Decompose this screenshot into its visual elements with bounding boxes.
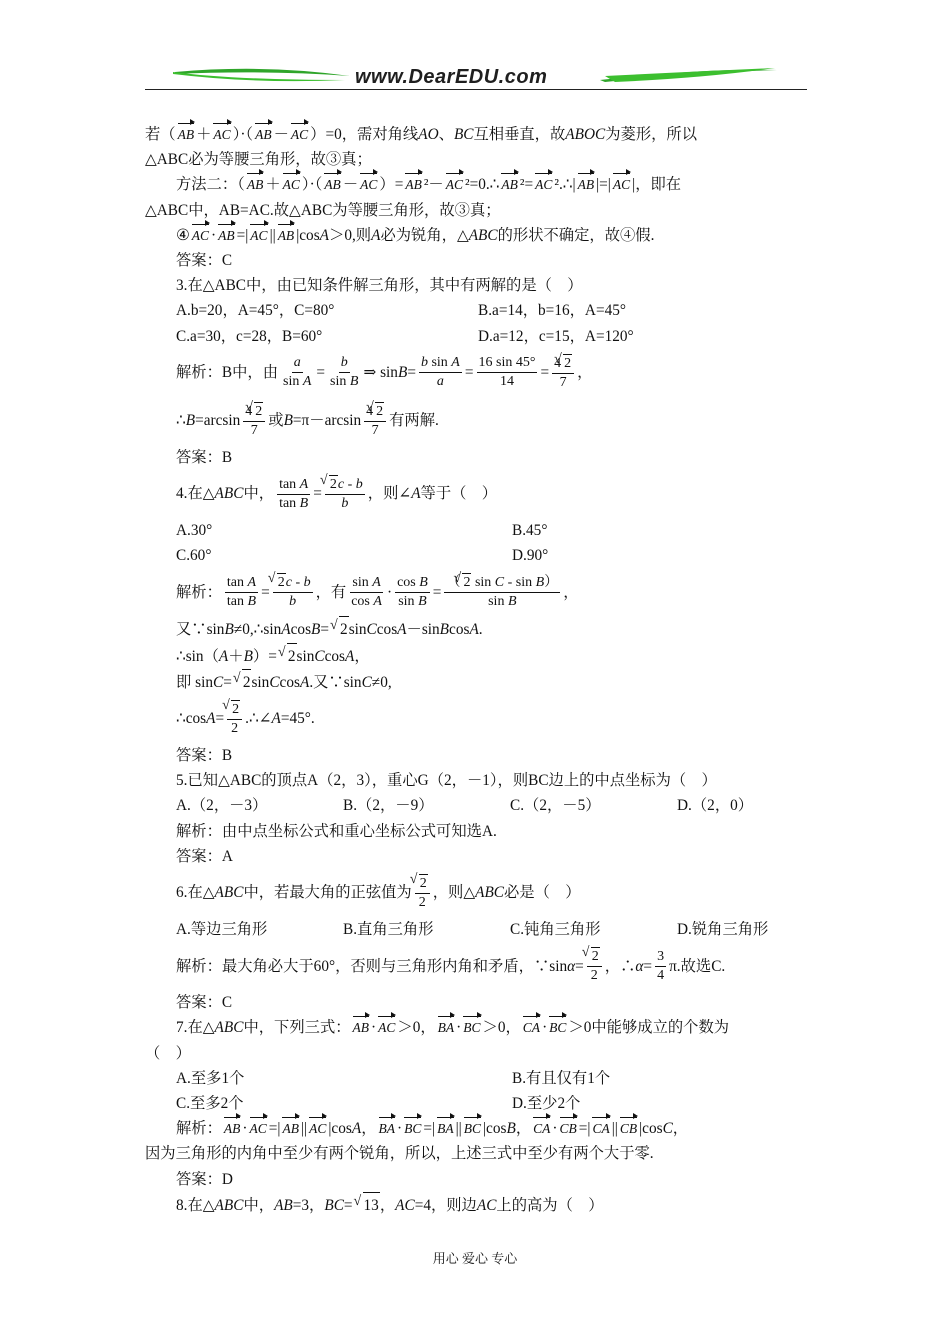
question-4: 4.在△ ABC 中， $\frac{\text{tan A}}{\text{tan B}}$ = √ $\frac{2c - b}{b}$ ，则∠ A 等于（ ） xyxy=(145,470,807,518)
answer-line: 答案：B xyxy=(176,448,233,466)
text-line: 若（ AB ＋ AC ）·（ AB － AC ）=0，需对角线AO、BC互相垂直，故ABOC为菱形，所以 xyxy=(145,122,807,147)
option: A.等边三角形 xyxy=(176,921,268,939)
text-line: 因为三角形的内角中至少有两个锐角，所以，上述三式中至少有两个大于零. xyxy=(145,1145,654,1163)
options-q3-row2 xyxy=(145,324,807,349)
solution-line: ∴ B =arcsin $\frac{4√ 2}{7}$ 或 B =π－arcsin $\frac{4√ 2}{7}$ 有两解. xyxy=(145,397,807,445)
option: A.b=20，A=45°，C=80° xyxy=(176,302,335,320)
question-3: 3.在△ABC中，由已知条件解三角形，其中有两解的是（ ） xyxy=(176,277,583,295)
answer-line: 答案：D xyxy=(176,1170,233,1188)
option: B.a=14，b=16，A=45° xyxy=(478,302,626,320)
answer-line: 答案：C xyxy=(176,994,233,1012)
option: C.a=30，c=28，B=60° xyxy=(176,327,323,345)
answer-line: 答案：C xyxy=(176,252,233,270)
question-8: 8.在△ABC中，AB=3，BC=√ 13，AC=4，则边AC上的高为（ ） xyxy=(145,1192,807,1218)
solution-line: 解析：B中，由 $\frac{a}{\text{sin A}}$ = $\frac{b}{\text{sin B}}$ ⇒ sin B = $\frac{\text{b sin A}}{a}$ = $\frac{16 \sin 45^\circ}{14}$ = $\frac{4√ 2}{7}$ ， xyxy=(145,349,807,397)
answer-line: 答案：B xyxy=(176,747,233,765)
options-q4-row1 xyxy=(145,518,807,543)
text-line: ④ AC · AB =| AC || AB |cosA＞0,则A必为锐角，△ABC的形状不确定，故④假. xyxy=(145,223,807,248)
option: B.有且仅有1个 xyxy=(512,1069,611,1087)
option: D.至少2个 xyxy=(512,1095,581,1113)
solution-line: 又∵sinB≠0,∴sinAcosB=√ 2sinCcosA－sinBcosA. xyxy=(145,616,807,642)
text-line: 方法二：（ AB ＋ AC ）·（ AB － AC ）= AB ²－ AC ²=0.∴ AB ²= AC ².∴| AB |=| AC |，即在 xyxy=(145,172,807,197)
option: B.（2，－9） xyxy=(343,797,434,815)
option: A.30° xyxy=(176,522,213,540)
option: C.60° xyxy=(176,547,212,565)
options-q4-row2 xyxy=(145,543,807,568)
text-line: △ABC中，AB=AC.故△ABC为等腰三角形，故③真； xyxy=(145,201,501,219)
option: C.至多2个 xyxy=(176,1095,244,1113)
site-header xyxy=(145,60,807,94)
question-5: 5.已知△ABC的顶点A（2，3），重心G（2，－1），则BC边上的中点坐标为（ ） xyxy=(176,772,717,790)
question-6: 6.在△ ABC 中，若最大角的正弦值为 √ $\frac{2}{2}$ ，则△ ABC 必是（ ） xyxy=(145,869,807,917)
option: B.45° xyxy=(512,522,548,540)
options-q3-row1 xyxy=(145,298,807,323)
options-q5 xyxy=(145,793,807,818)
option: A.（2，－3） xyxy=(176,797,268,815)
option: D.a=12，c=15，A=120° xyxy=(478,327,634,345)
option: D.（2，0） xyxy=(677,797,754,815)
question-7: 7.在△ABC中，下列三式： AB · AC ＞0， BA · BC ＞0， CA · BC ＞0中能够成立的个数为 xyxy=(145,1015,807,1040)
option: C.（2，－5） xyxy=(510,797,601,815)
text-line: （ ） xyxy=(145,1044,191,1062)
option: B.直角三角形 xyxy=(343,921,434,939)
solution-line: 即 sinC=√ 2sinCcosA.又∵sinC≠0, xyxy=(145,669,807,695)
solution-line: ∴sin（A＋B）=√ 2sinCcosA， xyxy=(145,643,807,669)
header-rule xyxy=(145,89,807,90)
options-q6 xyxy=(145,917,807,942)
solution-line: 解析： AB · AC =| AB || AC |cosA， BA · BC =| BA || BC |cosB， CA · CB =| CA || CB |cosC， xyxy=(145,1116,807,1141)
options-q7-row1 xyxy=(145,1066,807,1091)
solution-line: 解析：由中点坐标公式和重心坐标公式可知选A. xyxy=(176,822,497,840)
site-url: www.DearEDU.com xyxy=(355,66,548,88)
option: C.钝角三角形 xyxy=(510,921,601,939)
text-line: △ABC必为等腰三角形，故③真； xyxy=(145,151,372,169)
page-footer: 用心 爱心 专心 xyxy=(432,1251,518,1266)
solution-line: ∴cos A = √ $\frac{2}{2}$ .∴∠ A =45°. xyxy=(145,695,807,743)
document-body xyxy=(145,122,807,1218)
option: D.锐角三角形 xyxy=(677,921,769,939)
solution-line: 解析：最大角必大于60°，否则与三角形内角和矛盾，∵sin α = √ $\frac{2}{2}$ ，∴ α = $\frac{3}{4}$ π.故选C. xyxy=(145,942,807,990)
option: A.至多1个 xyxy=(176,1069,245,1087)
solution-line: 解析： $\frac{\text{tan A}}{\text{tan B}}$ = √ $\frac{2c - b}{b}$ ，有 $\frac{\text{sin A}}{\text{cos A}}$ · $\frac{\text{cos B}}{\text{sin B}}$ = $\frac{\text{（√ 2 sin C - sin B）}}{\text{sin B}}$ ， xyxy=(145,568,807,616)
option: D.90° xyxy=(512,547,549,565)
answer-line: 答案：A xyxy=(176,847,233,865)
